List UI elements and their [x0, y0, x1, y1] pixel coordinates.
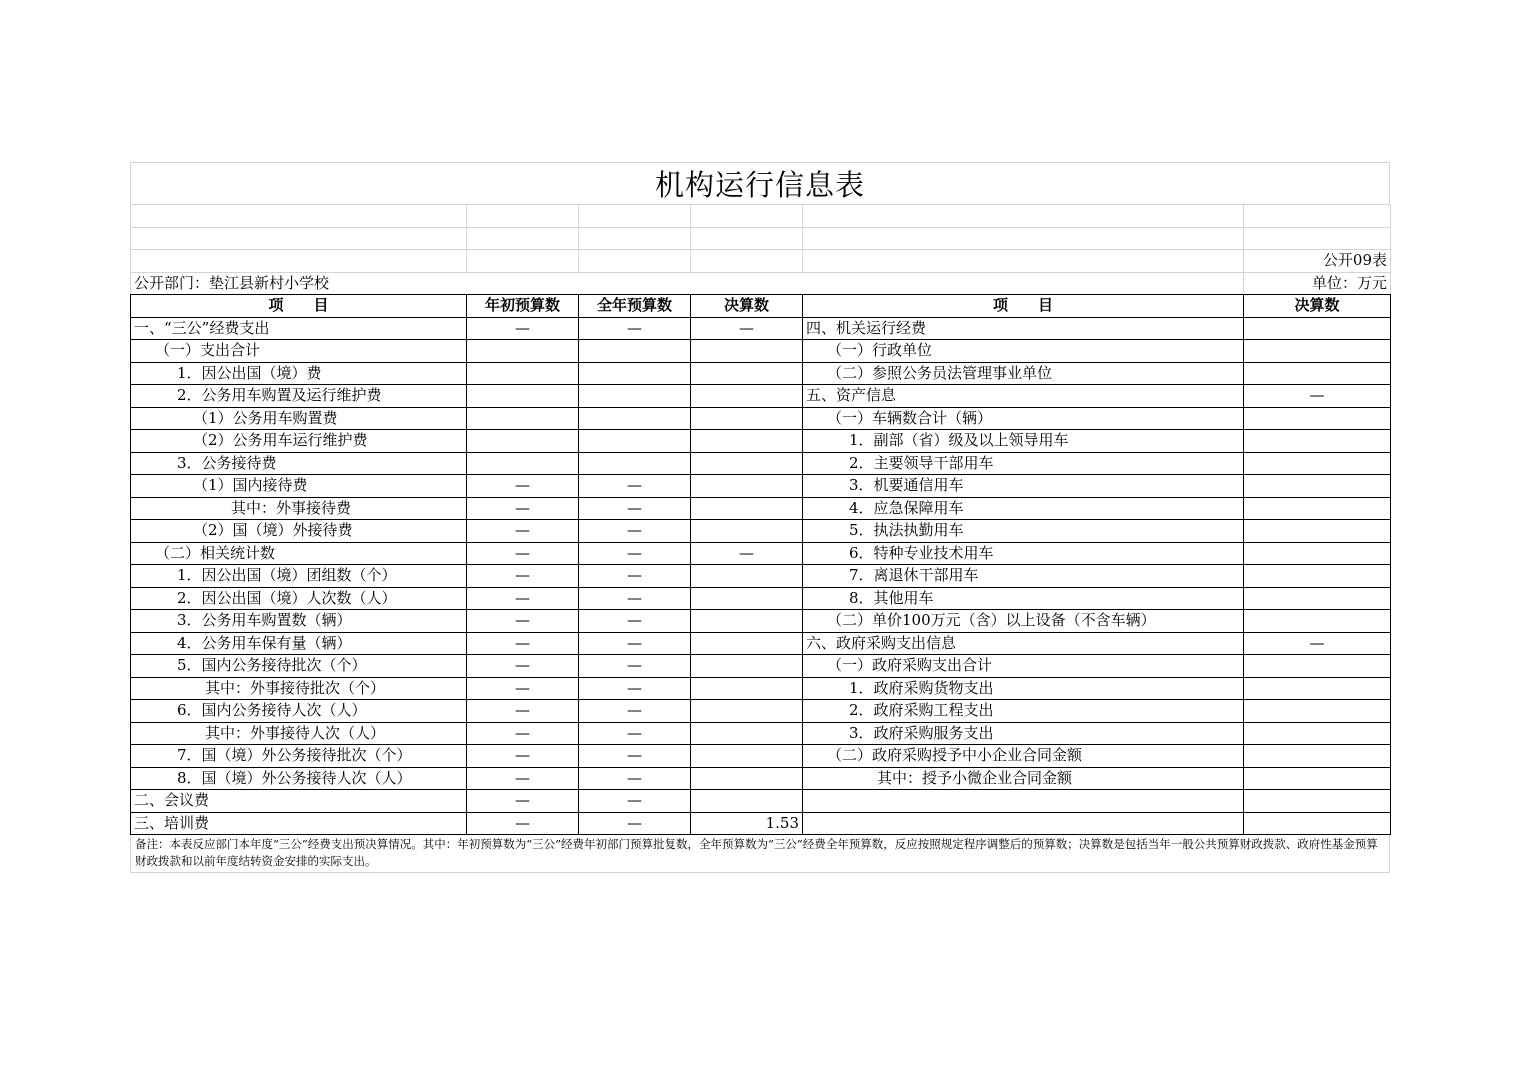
- table-row: [131, 430, 1391, 453]
- row-item-left: 2．因公出国（境）人次数（人）: [131, 587, 467, 610]
- row-full-budget: —: [579, 475, 691, 498]
- row-final-accounts: [691, 520, 803, 543]
- row-full-budget: —: [579, 565, 691, 588]
- unit-label: 单位：万元: [1244, 272, 1391, 295]
- row-final-accounts-right: [1244, 722, 1391, 745]
- row-initial-budget: —: [467, 655, 579, 678]
- row-initial-budget: —: [467, 632, 579, 655]
- department-row: [131, 272, 1391, 295]
- table-row: [131, 407, 1391, 430]
- row-final-accounts-right: [1244, 700, 1391, 723]
- table-row: [131, 385, 1391, 408]
- row-initial-budget: —: [467, 745, 579, 768]
- row-final-accounts-right: —: [1244, 632, 1391, 655]
- row-item-right: 8．其他用车: [803, 587, 1244, 610]
- row-item-right: 4．应急保障用车: [803, 497, 1244, 520]
- row-item-left: 其中：外事接待人次（人）: [131, 722, 467, 745]
- row-item-right: 2．主要领导干部用车: [803, 452, 1244, 475]
- row-final-accounts: [691, 565, 803, 588]
- row-item-right: （一）车辆数合计（辆）: [803, 407, 1244, 430]
- department-label: 公开部门：垫江县新村小学校: [131, 272, 1244, 295]
- row-item-left: （2）公务用车运行维护费: [131, 430, 467, 453]
- row-item-right: 1．副部（省）级及以上领导用车: [803, 430, 1244, 453]
- header-row: [131, 295, 1391, 318]
- form-number: 公开09表: [1244, 250, 1391, 273]
- header-item-left: 项 目: [131, 295, 467, 318]
- row-item-right: 五、资产信息: [803, 385, 1244, 408]
- row-full-budget: —: [579, 317, 691, 340]
- row-final-accounts-right: [1244, 767, 1391, 790]
- row-final-accounts: [691, 587, 803, 610]
- row-item-right: （一）政府采购支出合计: [803, 655, 1244, 678]
- row-initial-budget: [467, 430, 579, 453]
- row-item-right: 6．特种专业技术用车: [803, 542, 1244, 565]
- row-item-right: （二）参照公务员法管理事业单位: [803, 362, 1244, 385]
- row-initial-budget: —: [467, 722, 579, 745]
- row-full-budget: [579, 340, 691, 363]
- table-row: [131, 632, 1391, 655]
- table-row: [131, 745, 1391, 768]
- row-final-accounts-right: [1244, 565, 1391, 588]
- table-row: [131, 700, 1391, 723]
- row-final-accounts: [691, 497, 803, 520]
- row-item-left: 一、“三公”经费支出: [131, 317, 467, 340]
- row-full-budget: [579, 452, 691, 475]
- row-final-accounts-right: [1244, 475, 1391, 498]
- row-item-left: 3．公务用车购置数（辆）: [131, 610, 467, 633]
- row-final-accounts-right: —: [1244, 385, 1391, 408]
- row-final-accounts: [691, 385, 803, 408]
- table-row: [131, 340, 1391, 363]
- table-row: [131, 317, 1391, 340]
- table-row: [131, 587, 1391, 610]
- row-full-budget: —: [579, 587, 691, 610]
- row-item-left: （一）支出合计: [131, 340, 467, 363]
- row-initial-budget: —: [467, 700, 579, 723]
- table-row: [131, 520, 1391, 543]
- row-final-accounts: [691, 632, 803, 655]
- row-item-left: 1．因公出国（境）团组数（个）: [131, 565, 467, 588]
- row-final-accounts: —: [691, 317, 803, 340]
- row-final-accounts-right: [1244, 610, 1391, 633]
- row-final-accounts-right: [1244, 790, 1391, 813]
- row-final-accounts-right: [1244, 497, 1391, 520]
- row-item-right: [803, 790, 1244, 813]
- row-initial-budget: —: [467, 317, 579, 340]
- header-item-right: 项 目: [803, 295, 1244, 318]
- row-item-right: [803, 812, 1244, 835]
- row-final-accounts: 1.53: [691, 812, 803, 835]
- row-item-right: （一）行政单位: [803, 340, 1244, 363]
- row-full-budget: —: [579, 700, 691, 723]
- row-full-budget: —: [579, 745, 691, 768]
- row-item-left: 其中：外事接待批次（个）: [131, 677, 467, 700]
- row-initial-budget: —: [467, 520, 579, 543]
- row-final-accounts: —: [691, 542, 803, 565]
- row-item-right: 5．执法执勤用车: [803, 520, 1244, 543]
- row-initial-budget: —: [467, 677, 579, 700]
- row-final-accounts: [691, 407, 803, 430]
- row-full-budget: [579, 407, 691, 430]
- row-final-accounts: [691, 767, 803, 790]
- row-initial-budget: —: [467, 812, 579, 835]
- header-final-accounts-right: 决算数: [1244, 295, 1391, 318]
- row-initial-budget: —: [467, 565, 579, 588]
- row-item-right: 四、机关运行经费: [803, 317, 1244, 340]
- row-final-accounts-right: [1244, 677, 1391, 700]
- row-full-budget: —: [579, 677, 691, 700]
- row-item-left: （1）公务用车购置费: [131, 407, 467, 430]
- table-row: [131, 452, 1391, 475]
- row-item-right: 3．机要通信用车: [803, 475, 1244, 498]
- row-final-accounts: [691, 655, 803, 678]
- row-item-left: 5．国内公务接待批次（个）: [131, 655, 467, 678]
- footnote: 备注：本表反应部门本年度“三公”经费支出预决算情况。其中：年初预算数为“三公”经费年初部门预算批复数，全年预算数为“三公”经费全年预算数，反应按照规定程序调整后的预算数；决算数是包括当年一般公共预算财政拨款、政府性基金预算财政拨款和以前年度结转资金安排的实际支出。: [130, 835, 1390, 873]
- row-initial-budget: [467, 385, 579, 408]
- table-row: [131, 362, 1391, 385]
- row-final-accounts: [691, 722, 803, 745]
- row-final-accounts-right: [1244, 520, 1391, 543]
- table-row: [131, 610, 1391, 633]
- table-row: [131, 542, 1391, 565]
- row-item-left: 三、培训费: [131, 812, 467, 835]
- row-item-right: 3．政府采购服务支出: [803, 722, 1244, 745]
- row-full-budget: —: [579, 542, 691, 565]
- row-final-accounts: [691, 700, 803, 723]
- row-item-left: （1）国内接待费: [131, 475, 467, 498]
- row-item-left: 4．公务用车保有量（辆）: [131, 632, 467, 655]
- row-item-right: 7．离退休干部用车: [803, 565, 1244, 588]
- row-full-budget: —: [579, 812, 691, 835]
- row-final-accounts-right: [1244, 317, 1391, 340]
- row-final-accounts-right: [1244, 745, 1391, 768]
- row-final-accounts-right: [1244, 340, 1391, 363]
- row-full-budget: —: [579, 610, 691, 633]
- header-final-accounts: 决算数: [691, 295, 803, 318]
- row-item-right: 其中：授予小微企业合同金额: [803, 767, 1244, 790]
- row-initial-budget: [467, 340, 579, 363]
- row-item-right: （二）单价100万元（含）以上设备（不含车辆）: [803, 610, 1244, 633]
- row-initial-budget: —: [467, 587, 579, 610]
- table-row: [131, 497, 1391, 520]
- row-full-budget: [579, 430, 691, 453]
- table-row: [131, 655, 1391, 678]
- row-item-right: 2．政府采购工程支出: [803, 700, 1244, 723]
- row-final-accounts-right: [1244, 812, 1391, 835]
- row-item-left: 1．因公出国（境）费: [131, 362, 467, 385]
- row-item-left: 6．国内公务接待人次（人）: [131, 700, 467, 723]
- row-item-left: 二、会议费: [131, 790, 467, 813]
- page-title: 机构运行信息表: [654, 168, 865, 202]
- row-initial-budget: [467, 407, 579, 430]
- row-initial-budget: [467, 452, 579, 475]
- row-full-budget: —: [579, 655, 691, 678]
- row-final-accounts-right: [1244, 407, 1391, 430]
- row-final-accounts: [691, 610, 803, 633]
- row-full-budget: —: [579, 790, 691, 813]
- row-initial-budget: —: [467, 767, 579, 790]
- row-item-left: （二）相关统计数: [131, 542, 467, 565]
- row-final-accounts: [691, 475, 803, 498]
- form-number-row: [131, 250, 1391, 273]
- blank-row: [131, 205, 1391, 228]
- report-table: [130, 204, 1391, 835]
- row-item-left: 2．公务用车购置及运行维护费: [131, 385, 467, 408]
- row-item-left: （2）国（境）外接待费: [131, 520, 467, 543]
- row-initial-budget: —: [467, 497, 579, 520]
- row-initial-budget: —: [467, 542, 579, 565]
- row-item-left: 8．国（境）外公务接待人次（人）: [131, 767, 467, 790]
- table-row: [131, 767, 1391, 790]
- table-row: [131, 790, 1391, 813]
- header-initial-budget: 年初预算数: [467, 295, 579, 318]
- row-item-right: （二）政府采购授予中小企业合同金额: [803, 745, 1244, 768]
- table-row: [131, 722, 1391, 745]
- row-final-accounts: [691, 362, 803, 385]
- table-row: [131, 475, 1391, 498]
- row-full-budget: —: [579, 520, 691, 543]
- row-full-budget: —: [579, 497, 691, 520]
- row-full-budget: —: [579, 767, 691, 790]
- title-cell: [130, 162, 1390, 204]
- row-initial-budget: —: [467, 475, 579, 498]
- report-sheet: [130, 162, 1390, 873]
- table-row: [131, 677, 1391, 700]
- row-initial-budget: —: [467, 790, 579, 813]
- row-final-accounts-right: [1244, 430, 1391, 453]
- table-row: [131, 812, 1391, 835]
- row-full-budget: [579, 385, 691, 408]
- row-item-right: 六、政府采购支出信息: [803, 632, 1244, 655]
- row-item-left: 其中：外事接待费: [131, 497, 467, 520]
- row-final-accounts: [691, 430, 803, 453]
- table-row: [131, 565, 1391, 588]
- row-full-budget: [579, 362, 691, 385]
- row-final-accounts: [691, 677, 803, 700]
- row-final-accounts-right: [1244, 362, 1391, 385]
- row-item-left: 7．国（境）外公务接待批次（个）: [131, 745, 467, 768]
- header-full-budget: 全年预算数: [579, 295, 691, 318]
- row-final-accounts: [691, 452, 803, 475]
- row-item-right: 1．政府采购货物支出: [803, 677, 1244, 700]
- row-final-accounts-right: [1244, 587, 1391, 610]
- row-initial-budget: [467, 362, 579, 385]
- row-full-budget: —: [579, 722, 691, 745]
- blank-row: [131, 227, 1391, 250]
- row-final-accounts: [691, 340, 803, 363]
- row-final-accounts-right: [1244, 542, 1391, 565]
- row-final-accounts-right: [1244, 655, 1391, 678]
- row-final-accounts-right: [1244, 452, 1391, 475]
- row-final-accounts: [691, 790, 803, 813]
- row-initial-budget: —: [467, 610, 579, 633]
- row-item-left: 3．公务接待费: [131, 452, 467, 475]
- row-full-budget: —: [579, 632, 691, 655]
- row-final-accounts: [691, 745, 803, 768]
